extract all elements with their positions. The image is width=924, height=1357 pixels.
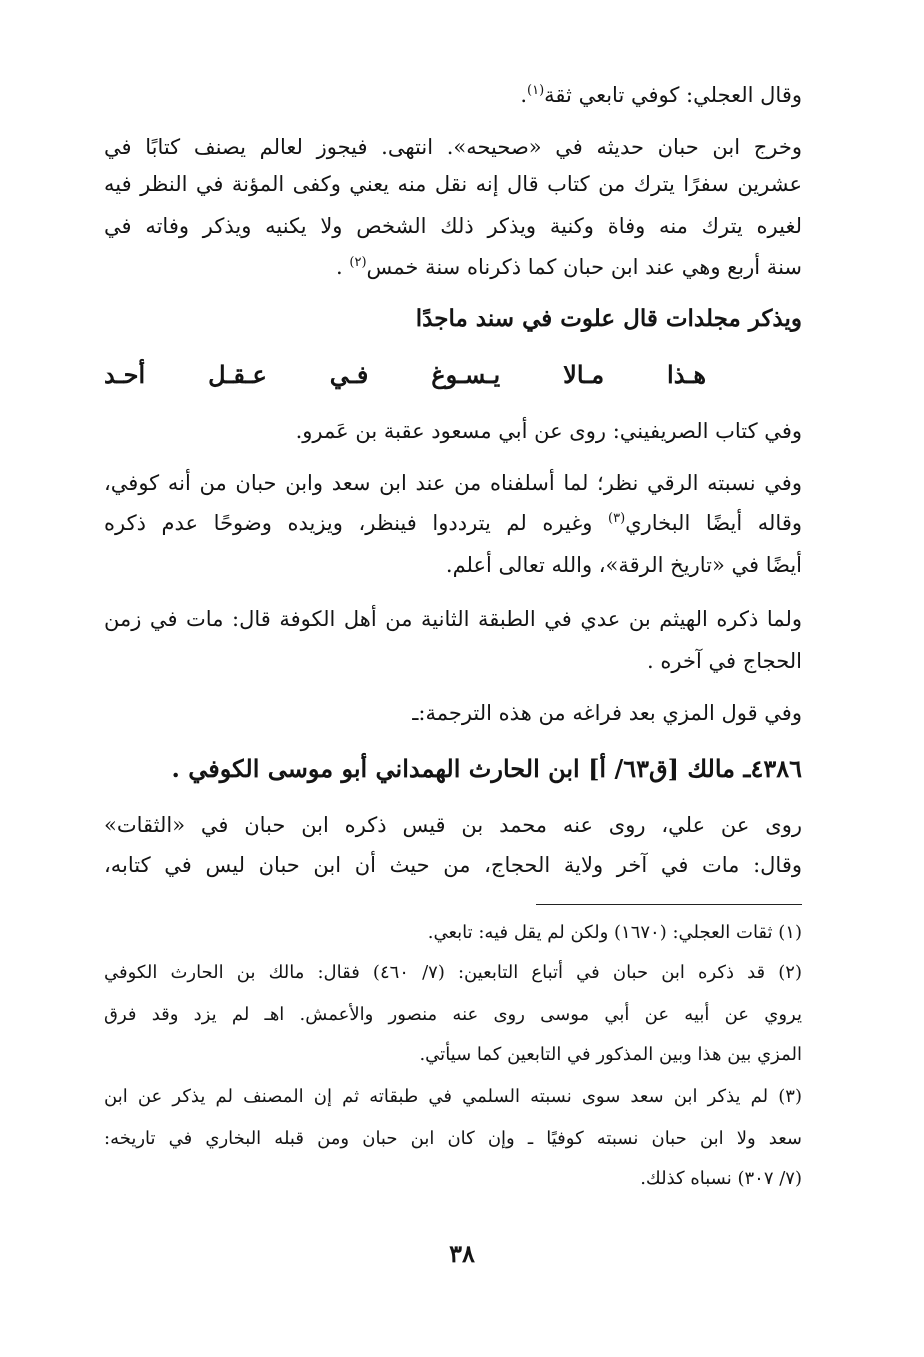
paragraph-ibn-hibban-line-3: لغيره يترك منه وفاة وكنية ويذكر ذلك الشخص ولا يكنيه ويذكر وفاته في <box>104 214 802 238</box>
paragraph-haytham-line-1: ولما ذكره الهيثم بن عدي في الطبقة الثانية من أهل الكوفة قال: مات في زمن <box>104 607 802 631</box>
footnote-2-line-2: يروي عن أبيه عن أبي موسى روى عنه منصور والأعمش. اهـ لم يزد وقد فرق <box>104 1004 802 1025</box>
text-ijli: وقال العجلي: كوفي تابعي ثقة <box>544 83 802 107</box>
page-number: ٣٨ <box>449 1239 475 1268</box>
paragraph-ibn-hibban-line-2: عشرين سفرًا يترك من كتاب قال إنه نقل منه يعني وكفى المؤنة في النظر فيه <box>104 172 802 196</box>
footnote-ref-3: (٣) <box>608 511 626 526</box>
verse-line-2: هـذا مـالا يـسـوغ فـي عـقـل أحـد <box>104 360 706 389</box>
paragraph-ibn-hibban-line-1: وخرج ابن حبان حديثه في «صحيحه». انتهى. فيجوز لعالم يصنف كتابًا في <box>104 135 802 159</box>
footnote-2-line-3: المزي بين هذا وبين المذكور في التابعين كما سيأتي. <box>419 1044 802 1065</box>
paragraph-sarifini: وفي كتاب الصريفيني: روى عن أبي مسعود عقبة بن عَمرو. <box>295 419 802 443</box>
footnote-ref-2: (٢) <box>349 255 367 270</box>
footnote-ref-1: (١) <box>527 83 545 98</box>
paragraph-entry-line-2: وقال: مات في آخر ولاية الحجاج، من حيث أن ابن حبان ليس في كتابه، <box>104 853 802 877</box>
paragraph-raqqi-line-3: أيضًا في «تاريخ الرقة»، والله تعالى أعلم. <box>445 553 802 577</box>
text-ijli-end: . <box>520 83 528 107</box>
footnote-3-line-3: (٧/ ٣٠٧) نسباه كذلك. <box>640 1168 802 1189</box>
footnote-3-line-2: سعد ولا ابن حبان نسبته كوفيًا ـ وإن كان ابن حبان ومن قبله البخاري في تاريخه: <box>104 1128 802 1149</box>
paragraph-haytham-line-2: الحجاج في آخره . <box>647 649 802 673</box>
paragraph-raqqi-line-1: وفي نسبته الرقي نظر؛ لما أسلفناه من عند ابن سعد وابن حبان من أنه كوفي، <box>104 471 802 495</box>
footnote-1: (١) ثقات العجلي: (١٦٧٠) ولكن لم يقل فيه: تابعي. <box>427 922 802 943</box>
text-sana-end: . <box>336 255 343 279</box>
paragraph-entry-line-1: روى عن علي، روى عنه محمد بن قيس ذكره ابن حبان في «الثقات» <box>104 813 802 837</box>
text-sana-arba: سنة أربع وهي عند ابن حبان كما ذكرناه سنة خمس <box>366 255 802 279</box>
footnote-separator <box>536 904 802 905</box>
text-bukhari-rest: وغيره لم يترددوا فينظر، ويزيده وضوحًا عدم ذكره <box>104 511 593 535</box>
footnote-3-line-1: (٣) لم يذكر ابن سعد سوى نسبته السلمي في طبقاته ثم إن المصنف لم يذكر عن ابن <box>104 1086 802 1107</box>
paragraph-raqqi-line-2 <box>104 506 802 542</box>
paragraph-ibn-hibban-line-4 <box>104 250 802 286</box>
body-line-ijli <box>104 78 802 114</box>
text-bukhari: وقاله أيضًا البخاري <box>625 511 802 535</box>
verse-line-1: ويذكر مجلدات قال علوت في سند ماجدًا <box>415 305 802 332</box>
entry-heading: ٤٣٨٦ـ مالك [ق٦٣/ أ] ابن الحارث الهمداني أبو موسى الكوفي . <box>171 754 802 783</box>
paragraph-mizzi: وفي قول المزي بعد فراغه من هذه الترجمة:ـ <box>412 701 802 725</box>
footnote-2-line-1: (٢) قد ذكره ابن حبان في أتباع التابعين: (٧/ ٤٦٠) فقال: مالك بن الحارث الكوفي <box>104 962 802 983</box>
